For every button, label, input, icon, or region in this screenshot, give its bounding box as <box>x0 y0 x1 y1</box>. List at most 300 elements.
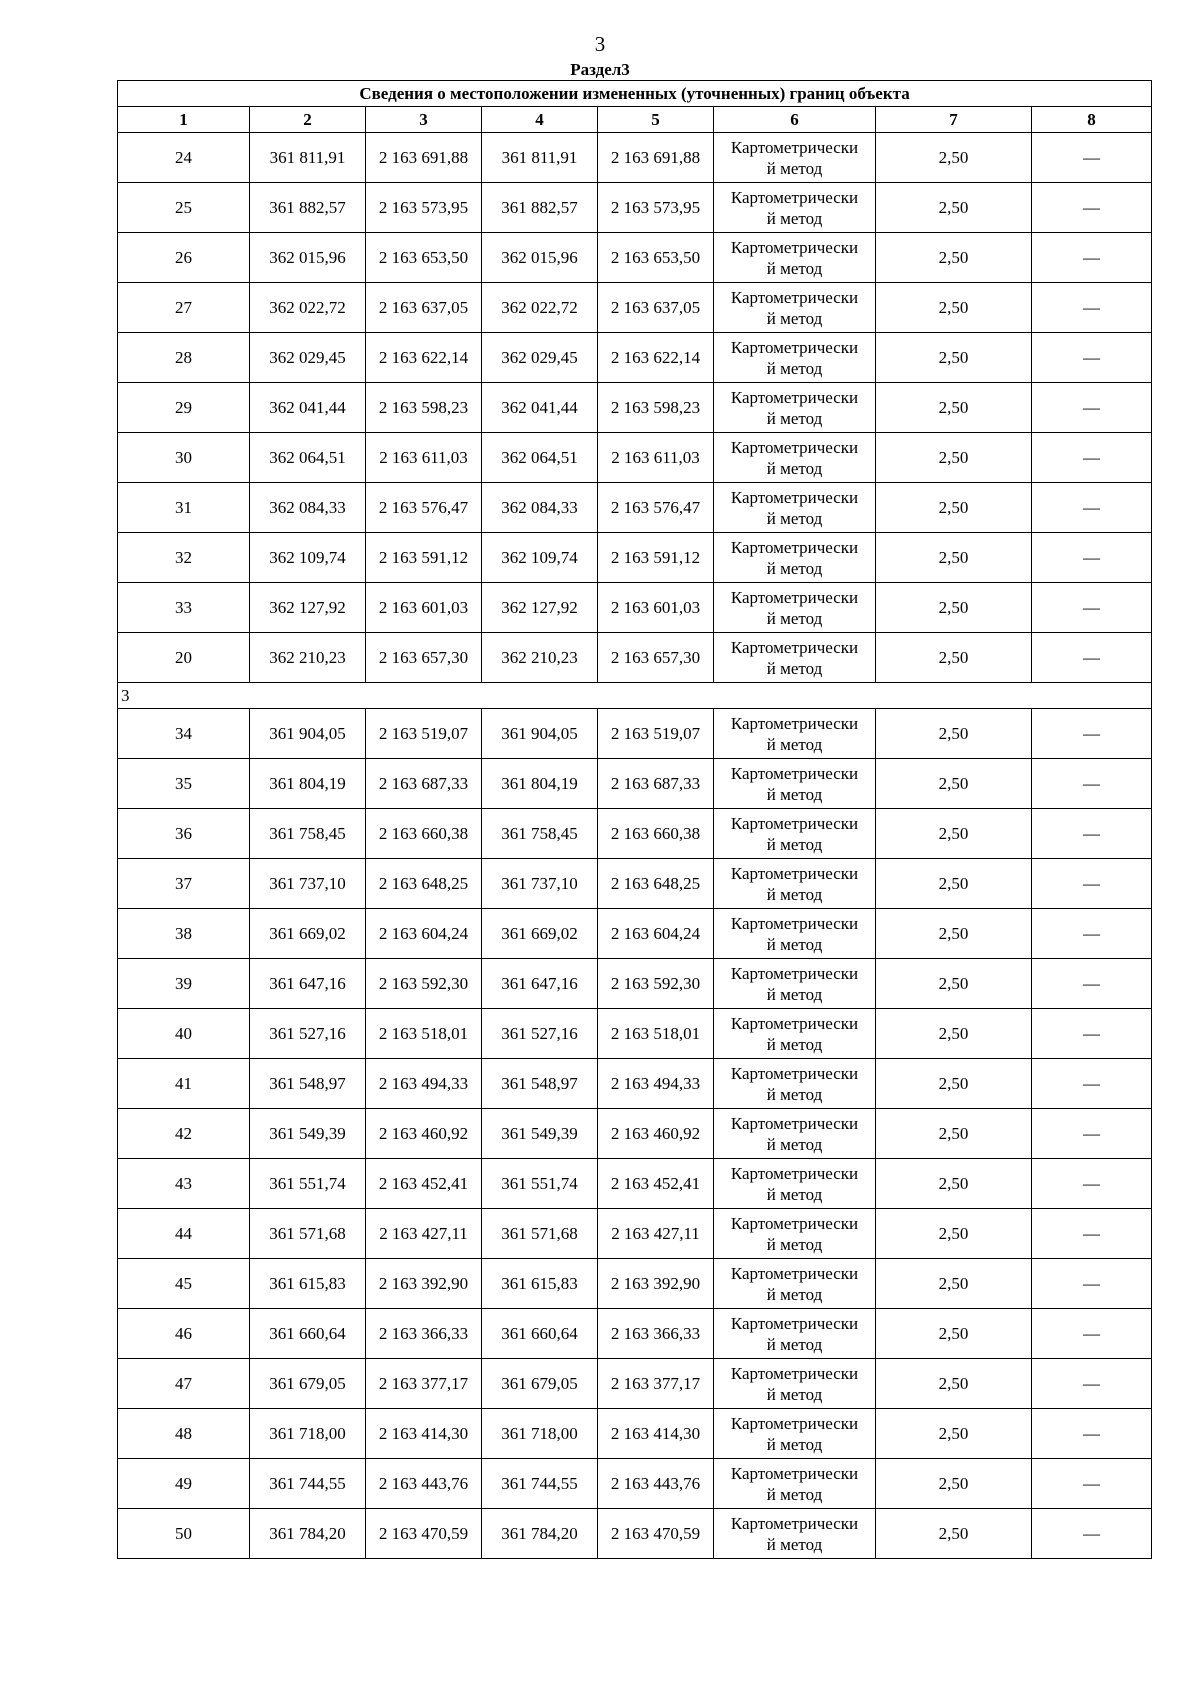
method-text-line1: Картометрически <box>730 1463 859 1483</box>
y-coordinate-new: 2 163 691,88 <box>598 133 714 183</box>
method-text-line2: й метод <box>766 1434 823 1454</box>
point-number: 41 <box>118 1059 250 1109</box>
x-coordinate: 361 549,39 <box>250 1109 366 1159</box>
column-number: 2 <box>250 107 366 133</box>
y-coordinate: 2 163 414,30 <box>366 1409 482 1459</box>
x-coordinate-new: 361 758,45 <box>482 809 598 859</box>
description-dash: — <box>1032 1409 1152 1459</box>
description-dash: — <box>1032 1309 1152 1359</box>
table-title-row <box>118 81 1152 107</box>
table-row <box>118 809 1152 859</box>
y-coordinate-new: 2 163 518,01 <box>598 1009 714 1059</box>
x-coordinate-new: 361 737,10 <box>482 859 598 909</box>
method-cell <box>714 1309 876 1359</box>
x-coordinate-new: 362 109,74 <box>482 533 598 583</box>
x-coordinate: 361 548,97 <box>250 1059 366 1109</box>
description-dash: — <box>1032 1059 1152 1109</box>
y-coordinate: 2 163 598,23 <box>366 383 482 433</box>
x-coordinate-new: 361 647,16 <box>482 959 598 1009</box>
accuracy-value: 2,50 <box>876 1059 1032 1109</box>
method-text-line1: Картометрически <box>730 187 859 207</box>
method-text-line2: й метод <box>766 1134 823 1154</box>
method-text-line1: Картометрически <box>730 963 859 983</box>
method-text-line2: й метод <box>766 1084 823 1104</box>
method-text-line1: Картометрически <box>730 1513 859 1533</box>
point-number: 48 <box>118 1409 250 1459</box>
point-number: 37 <box>118 859 250 909</box>
point-number: 49 <box>118 1459 250 1509</box>
y-coordinate-new: 2 163 648,25 <box>598 859 714 909</box>
y-coordinate-new: 2 163 598,23 <box>598 383 714 433</box>
accuracy-value: 2,50 <box>876 433 1032 483</box>
y-coordinate-new: 2 163 601,03 <box>598 583 714 633</box>
x-coordinate: 361 744,55 <box>250 1459 366 1509</box>
y-coordinate-new: 2 163 604,24 <box>598 909 714 959</box>
x-coordinate-new: 361 811,91 <box>482 133 598 183</box>
y-coordinate: 2 163 687,33 <box>366 759 482 809</box>
description-dash: — <box>1032 283 1152 333</box>
method-text-line1: Картометрически <box>730 1213 859 1233</box>
method-text-line1: Картометрически <box>730 487 859 507</box>
point-number: 44 <box>118 1209 250 1259</box>
method-text-line2: й метод <box>766 258 823 278</box>
point-number: 27 <box>118 283 250 333</box>
y-coordinate: 2 163 470,59 <box>366 1509 482 1559</box>
method-text-line1: Картометрически <box>730 237 859 257</box>
y-coordinate: 2 163 637,05 <box>366 283 482 333</box>
column-number: 3 <box>366 107 482 133</box>
method-text-line1: Картометрически <box>730 713 859 733</box>
table-row <box>118 233 1152 283</box>
x-coordinate: 362 041,44 <box>250 383 366 433</box>
method-cell <box>714 633 876 683</box>
y-coordinate-new: 2 163 377,17 <box>598 1359 714 1409</box>
method-text-line2: й метод <box>766 1484 823 1504</box>
y-coordinate-new: 2 163 637,05 <box>598 283 714 333</box>
y-coordinate: 2 163 576,47 <box>366 483 482 533</box>
method-text-line1: Картометрически <box>730 337 859 357</box>
y-coordinate: 2 163 460,92 <box>366 1109 482 1159</box>
x-coordinate: 362 064,51 <box>250 433 366 483</box>
method-text-line2: й метод <box>766 158 823 178</box>
method-cell <box>714 583 876 633</box>
y-coordinate-new: 2 163 392,90 <box>598 1259 714 1309</box>
accuracy-value: 2,50 <box>876 1209 1032 1259</box>
x-coordinate: 362 127,92 <box>250 583 366 633</box>
accuracy-value: 2,50 <box>876 483 1032 533</box>
method-cell <box>714 1009 876 1059</box>
y-coordinate-new: 2 163 660,38 <box>598 809 714 859</box>
method-cell <box>714 859 876 909</box>
contour-group-label: 3 <box>118 683 1152 709</box>
method-cell <box>714 1209 876 1259</box>
y-coordinate: 2 163 377,17 <box>366 1359 482 1409</box>
y-coordinate: 2 163 648,25 <box>366 859 482 909</box>
table-row <box>118 183 1152 233</box>
point-number: 28 <box>118 333 250 383</box>
x-coordinate: 361 647,16 <box>250 959 366 1009</box>
y-coordinate-new: 2 163 470,59 <box>598 1509 714 1559</box>
x-coordinate-new: 361 804,19 <box>482 759 598 809</box>
column-number: 1 <box>118 107 250 133</box>
point-number: 50 <box>118 1509 250 1559</box>
description-dash: — <box>1032 183 1152 233</box>
accuracy-value: 2,50 <box>876 709 1032 759</box>
accuracy-value: 2,50 <box>876 959 1032 1009</box>
point-number: 31 <box>118 483 250 533</box>
accuracy-value: 2,50 <box>876 1009 1032 1059</box>
accuracy-value: 2,50 <box>876 809 1032 859</box>
method-text-line1: Картометрически <box>730 1063 859 1083</box>
y-coordinate-new: 2 163 622,14 <box>598 333 714 383</box>
description-dash: — <box>1032 383 1152 433</box>
point-number: 34 <box>118 709 250 759</box>
method-text-line2: й метод <box>766 458 823 478</box>
section-title: Раздел3 <box>570 60 630 79</box>
description-dash: — <box>1032 1159 1152 1209</box>
method-text-line2: й метод <box>766 608 823 628</box>
table-row <box>118 1359 1152 1409</box>
description-dash: — <box>1032 959 1152 1009</box>
accuracy-value: 2,50 <box>876 859 1032 909</box>
x-coordinate: 361 571,68 <box>250 1209 366 1259</box>
y-coordinate-new: 2 163 573,95 <box>598 183 714 233</box>
x-coordinate: 362 015,96 <box>250 233 366 283</box>
x-coordinate-new: 362 015,96 <box>482 233 598 283</box>
y-coordinate-new: 2 163 366,33 <box>598 1309 714 1359</box>
x-coordinate: 361 758,45 <box>250 809 366 859</box>
y-coordinate: 2 163 427,11 <box>366 1209 482 1259</box>
table-row <box>118 1059 1152 1109</box>
method-cell <box>714 1359 876 1409</box>
table-row <box>118 633 1152 683</box>
y-coordinate: 2 163 657,30 <box>366 633 482 683</box>
method-cell <box>714 383 876 433</box>
y-coordinate: 2 163 691,88 <box>366 133 482 183</box>
y-coordinate: 2 163 573,95 <box>366 183 482 233</box>
method-cell <box>714 233 876 283</box>
method-text-line1: Картометрически <box>730 763 859 783</box>
x-coordinate-new: 362 064,51 <box>482 433 598 483</box>
point-number: 24 <box>118 133 250 183</box>
y-coordinate-new: 2 163 591,12 <box>598 533 714 583</box>
description-dash: — <box>1032 583 1152 633</box>
table-row <box>118 333 1152 383</box>
table-row <box>118 583 1152 633</box>
table-row <box>118 1009 1152 1059</box>
y-coordinate: 2 163 494,33 <box>366 1059 482 1109</box>
method-cell <box>714 1259 876 1309</box>
method-cell <box>714 1159 876 1209</box>
point-number: 32 <box>118 533 250 583</box>
x-coordinate: 362 029,45 <box>250 333 366 383</box>
method-text-line1: Картометрически <box>730 1163 859 1183</box>
contour-group-row <box>118 683 1152 709</box>
method-text-line2: й метод <box>766 508 823 528</box>
point-number: 47 <box>118 1359 250 1409</box>
table-row <box>118 959 1152 1009</box>
description-dash: — <box>1032 709 1152 759</box>
x-coordinate: 362 084,33 <box>250 483 366 533</box>
y-coordinate: 2 163 604,24 <box>366 909 482 959</box>
column-number: 6 <box>714 107 876 133</box>
x-coordinate-new: 361 551,74 <box>482 1159 598 1209</box>
point-number: 35 <box>118 759 250 809</box>
x-coordinate: 361 679,05 <box>250 1359 366 1409</box>
method-text-line1: Картометрически <box>730 137 859 157</box>
x-coordinate: 361 527,16 <box>250 1009 366 1059</box>
y-coordinate-new: 2 163 687,33 <box>598 759 714 809</box>
y-coordinate-new: 2 163 494,33 <box>598 1059 714 1109</box>
method-text-line2: й метод <box>766 208 823 228</box>
table-row <box>118 1159 1152 1209</box>
method-text-line2: й метод <box>766 834 823 854</box>
y-coordinate-new: 2 163 460,92 <box>598 1109 714 1159</box>
x-coordinate-new: 362 041,44 <box>482 383 598 433</box>
accuracy-value: 2,50 <box>876 183 1032 233</box>
method-text-line2: й метод <box>766 784 823 804</box>
method-cell <box>714 709 876 759</box>
method-cell <box>714 433 876 483</box>
method-text-line1: Картометрически <box>730 537 859 557</box>
y-coordinate-new: 2 163 452,41 <box>598 1159 714 1209</box>
accuracy-value: 2,50 <box>876 909 1032 959</box>
table-row <box>118 1509 1152 1559</box>
method-text-line1: Картометрически <box>730 1013 859 1033</box>
table-row <box>118 383 1152 433</box>
x-coordinate-new: 361 744,55 <box>482 1459 598 1509</box>
method-text-line1: Картометрически <box>730 813 859 833</box>
table-row <box>118 483 1152 533</box>
table-row <box>118 1309 1152 1359</box>
method-text-line1: Картометрически <box>730 1313 859 1333</box>
x-coordinate: 361 551,74 <box>250 1159 366 1209</box>
method-cell <box>714 959 876 1009</box>
page-number: 3 <box>594 32 606 56</box>
accuracy-value: 2,50 <box>876 533 1032 583</box>
accuracy-value: 2,50 <box>876 333 1032 383</box>
method-text-line1: Картометрически <box>730 863 859 883</box>
x-coordinate: 362 022,72 <box>250 283 366 333</box>
y-coordinate-new: 2 163 519,07 <box>598 709 714 759</box>
table-row <box>118 1459 1152 1509</box>
point-number: 39 <box>118 959 250 1009</box>
x-coordinate-new: 361 669,02 <box>482 909 598 959</box>
method-text-line2: й метод <box>766 984 823 1004</box>
y-coordinate: 2 163 660,38 <box>366 809 482 859</box>
accuracy-value: 2,50 <box>876 1359 1032 1409</box>
table-title: Сведения о местоположении измененных (уточненных) границ объекта <box>118 81 1152 107</box>
x-coordinate-new: 362 029,45 <box>482 333 598 383</box>
column-number: 7 <box>876 107 1032 133</box>
x-coordinate-new: 361 882,57 <box>482 183 598 233</box>
y-coordinate: 2 163 366,33 <box>366 1309 482 1359</box>
method-text-line1: Картометрически <box>730 1263 859 1283</box>
point-number: 33 <box>118 583 250 633</box>
x-coordinate: 361 660,64 <box>250 1309 366 1359</box>
y-coordinate-new: 2 163 443,76 <box>598 1459 714 1509</box>
x-coordinate: 362 210,23 <box>250 633 366 683</box>
point-number: 20 <box>118 633 250 683</box>
description-dash: — <box>1032 1209 1152 1259</box>
accuracy-value: 2,50 <box>876 1309 1032 1359</box>
method-cell <box>714 1059 876 1109</box>
method-text-line2: й метод <box>766 1184 823 1204</box>
table-row <box>118 1109 1152 1159</box>
x-coordinate-new: 362 127,92 <box>482 583 598 633</box>
method-text-line2: й метод <box>766 358 823 378</box>
method-text-line2: й метод <box>766 1384 823 1404</box>
method-cell <box>714 1109 876 1159</box>
x-coordinate-new: 361 718,00 <box>482 1409 598 1459</box>
method-text-line1: Картометрически <box>730 587 859 607</box>
y-coordinate: 2 163 653,50 <box>366 233 482 283</box>
method-cell <box>714 1459 876 1509</box>
x-coordinate-new: 361 615,83 <box>482 1259 598 1309</box>
accuracy-value: 2,50 <box>876 283 1032 333</box>
method-text-line2: й метод <box>766 1234 823 1254</box>
method-text-line2: й метод <box>766 308 823 328</box>
accuracy-value: 2,50 <box>876 759 1032 809</box>
description-dash: — <box>1032 1109 1152 1159</box>
x-coordinate-new: 361 548,97 <box>482 1059 598 1109</box>
method-cell <box>714 809 876 859</box>
method-text-line2: й метод <box>766 884 823 904</box>
method-cell <box>714 333 876 383</box>
x-coordinate-new: 361 904,05 <box>482 709 598 759</box>
method-text-line1: Картометрически <box>730 437 859 457</box>
method-text-line2: й метод <box>766 408 823 428</box>
point-number: 42 <box>118 1109 250 1159</box>
y-coordinate: 2 163 611,03 <box>366 433 482 483</box>
y-coordinate: 2 163 392,90 <box>366 1259 482 1309</box>
description-dash: — <box>1032 133 1152 183</box>
y-coordinate: 2 163 601,03 <box>366 583 482 633</box>
point-number: 38 <box>118 909 250 959</box>
method-text-line2: й метод <box>766 1284 823 1304</box>
table-row <box>118 909 1152 959</box>
x-coordinate: 361 804,19 <box>250 759 366 809</box>
y-coordinate: 2 163 452,41 <box>366 1159 482 1209</box>
boundary-coordinates-table <box>117 80 1152 1559</box>
x-coordinate: 361 669,02 <box>250 909 366 959</box>
method-cell <box>714 183 876 233</box>
x-coordinate-new: 361 784,20 <box>482 1509 598 1559</box>
point-number: 40 <box>118 1009 250 1059</box>
x-coordinate-new: 361 679,05 <box>482 1359 598 1409</box>
method-text-line2: й метод <box>766 658 823 678</box>
description-dash: — <box>1032 433 1152 483</box>
x-coordinate-new: 361 527,16 <box>482 1009 598 1059</box>
table-row <box>118 133 1152 183</box>
table-row <box>118 1209 1152 1259</box>
method-text-line1: Картометрически <box>730 637 859 657</box>
x-coordinate-new: 362 210,23 <box>482 633 598 683</box>
y-coordinate-new: 2 163 592,30 <box>598 959 714 1009</box>
column-number: 8 <box>1032 107 1152 133</box>
method-text-line1: Картометрически <box>730 1113 859 1133</box>
point-number: 36 <box>118 809 250 859</box>
method-cell <box>714 483 876 533</box>
x-coordinate-new: 362 022,72 <box>482 283 598 333</box>
description-dash: — <box>1032 809 1152 859</box>
point-number: 45 <box>118 1259 250 1309</box>
accuracy-value: 2,50 <box>876 583 1032 633</box>
table-row <box>118 1259 1152 1309</box>
method-text-line2: й метод <box>766 934 823 954</box>
method-cell <box>714 1509 876 1559</box>
x-coordinate: 361 718,00 <box>250 1409 366 1459</box>
method-text-line2: й метод <box>766 734 823 754</box>
y-coordinate-new: 2 163 611,03 <box>598 433 714 483</box>
method-cell <box>714 133 876 183</box>
accuracy-value: 2,50 <box>876 1509 1032 1559</box>
y-coordinate-new: 2 163 657,30 <box>598 633 714 683</box>
table-row <box>118 1409 1152 1459</box>
y-coordinate-new: 2 163 653,50 <box>598 233 714 283</box>
method-text-line1: Картометрически <box>730 387 859 407</box>
accuracy-value: 2,50 <box>876 383 1032 433</box>
point-number: 29 <box>118 383 250 433</box>
x-coordinate-new: 361 571,68 <box>482 1209 598 1259</box>
table-row <box>118 759 1152 809</box>
point-number: 30 <box>118 433 250 483</box>
description-dash: — <box>1032 483 1152 533</box>
point-number: 25 <box>118 183 250 233</box>
description-dash: — <box>1032 1509 1152 1559</box>
method-cell <box>714 1409 876 1459</box>
y-coordinate: 2 163 622,14 <box>366 333 482 383</box>
y-coordinate: 2 163 518,01 <box>366 1009 482 1059</box>
column-number: 5 <box>598 107 714 133</box>
description-dash: — <box>1032 633 1152 683</box>
description-dash: — <box>1032 909 1152 959</box>
accuracy-value: 2,50 <box>876 1159 1032 1209</box>
method-text-line1: Картометрически <box>730 1363 859 1383</box>
accuracy-value: 2,50 <box>876 1109 1032 1159</box>
method-cell <box>714 283 876 333</box>
description-dash: — <box>1032 1359 1152 1409</box>
x-coordinate: 361 882,57 <box>250 183 366 233</box>
point-number: 43 <box>118 1159 250 1209</box>
method-text-line1: Картометрически <box>730 287 859 307</box>
x-coordinate-new: 362 084,33 <box>482 483 598 533</box>
accuracy-value: 2,50 <box>876 233 1032 283</box>
point-number: 26 <box>118 233 250 283</box>
x-coordinate: 361 737,10 <box>250 859 366 909</box>
table-row <box>118 859 1152 909</box>
method-text-line1: Картометрически <box>730 913 859 933</box>
description-dash: — <box>1032 1009 1152 1059</box>
method-text-line2: й метод <box>766 1334 823 1354</box>
x-coordinate: 361 811,91 <box>250 133 366 183</box>
method-cell <box>714 533 876 583</box>
description-dash: — <box>1032 533 1152 583</box>
x-coordinate: 361 784,20 <box>250 1509 366 1559</box>
column-number-row <box>118 107 1152 133</box>
method-text-line1: Картометрически <box>730 1413 859 1433</box>
y-coordinate: 2 163 443,76 <box>366 1459 482 1509</box>
column-number: 4 <box>482 107 598 133</box>
x-coordinate: 361 615,83 <box>250 1259 366 1309</box>
table-row <box>118 433 1152 483</box>
method-text-line2: й метод <box>766 558 823 578</box>
x-coordinate: 362 109,74 <box>250 533 366 583</box>
accuracy-value: 2,50 <box>876 1409 1032 1459</box>
method-cell <box>714 759 876 809</box>
x-coordinate-new: 361 549,39 <box>482 1109 598 1159</box>
method-text-line2: й метод <box>766 1034 823 1054</box>
